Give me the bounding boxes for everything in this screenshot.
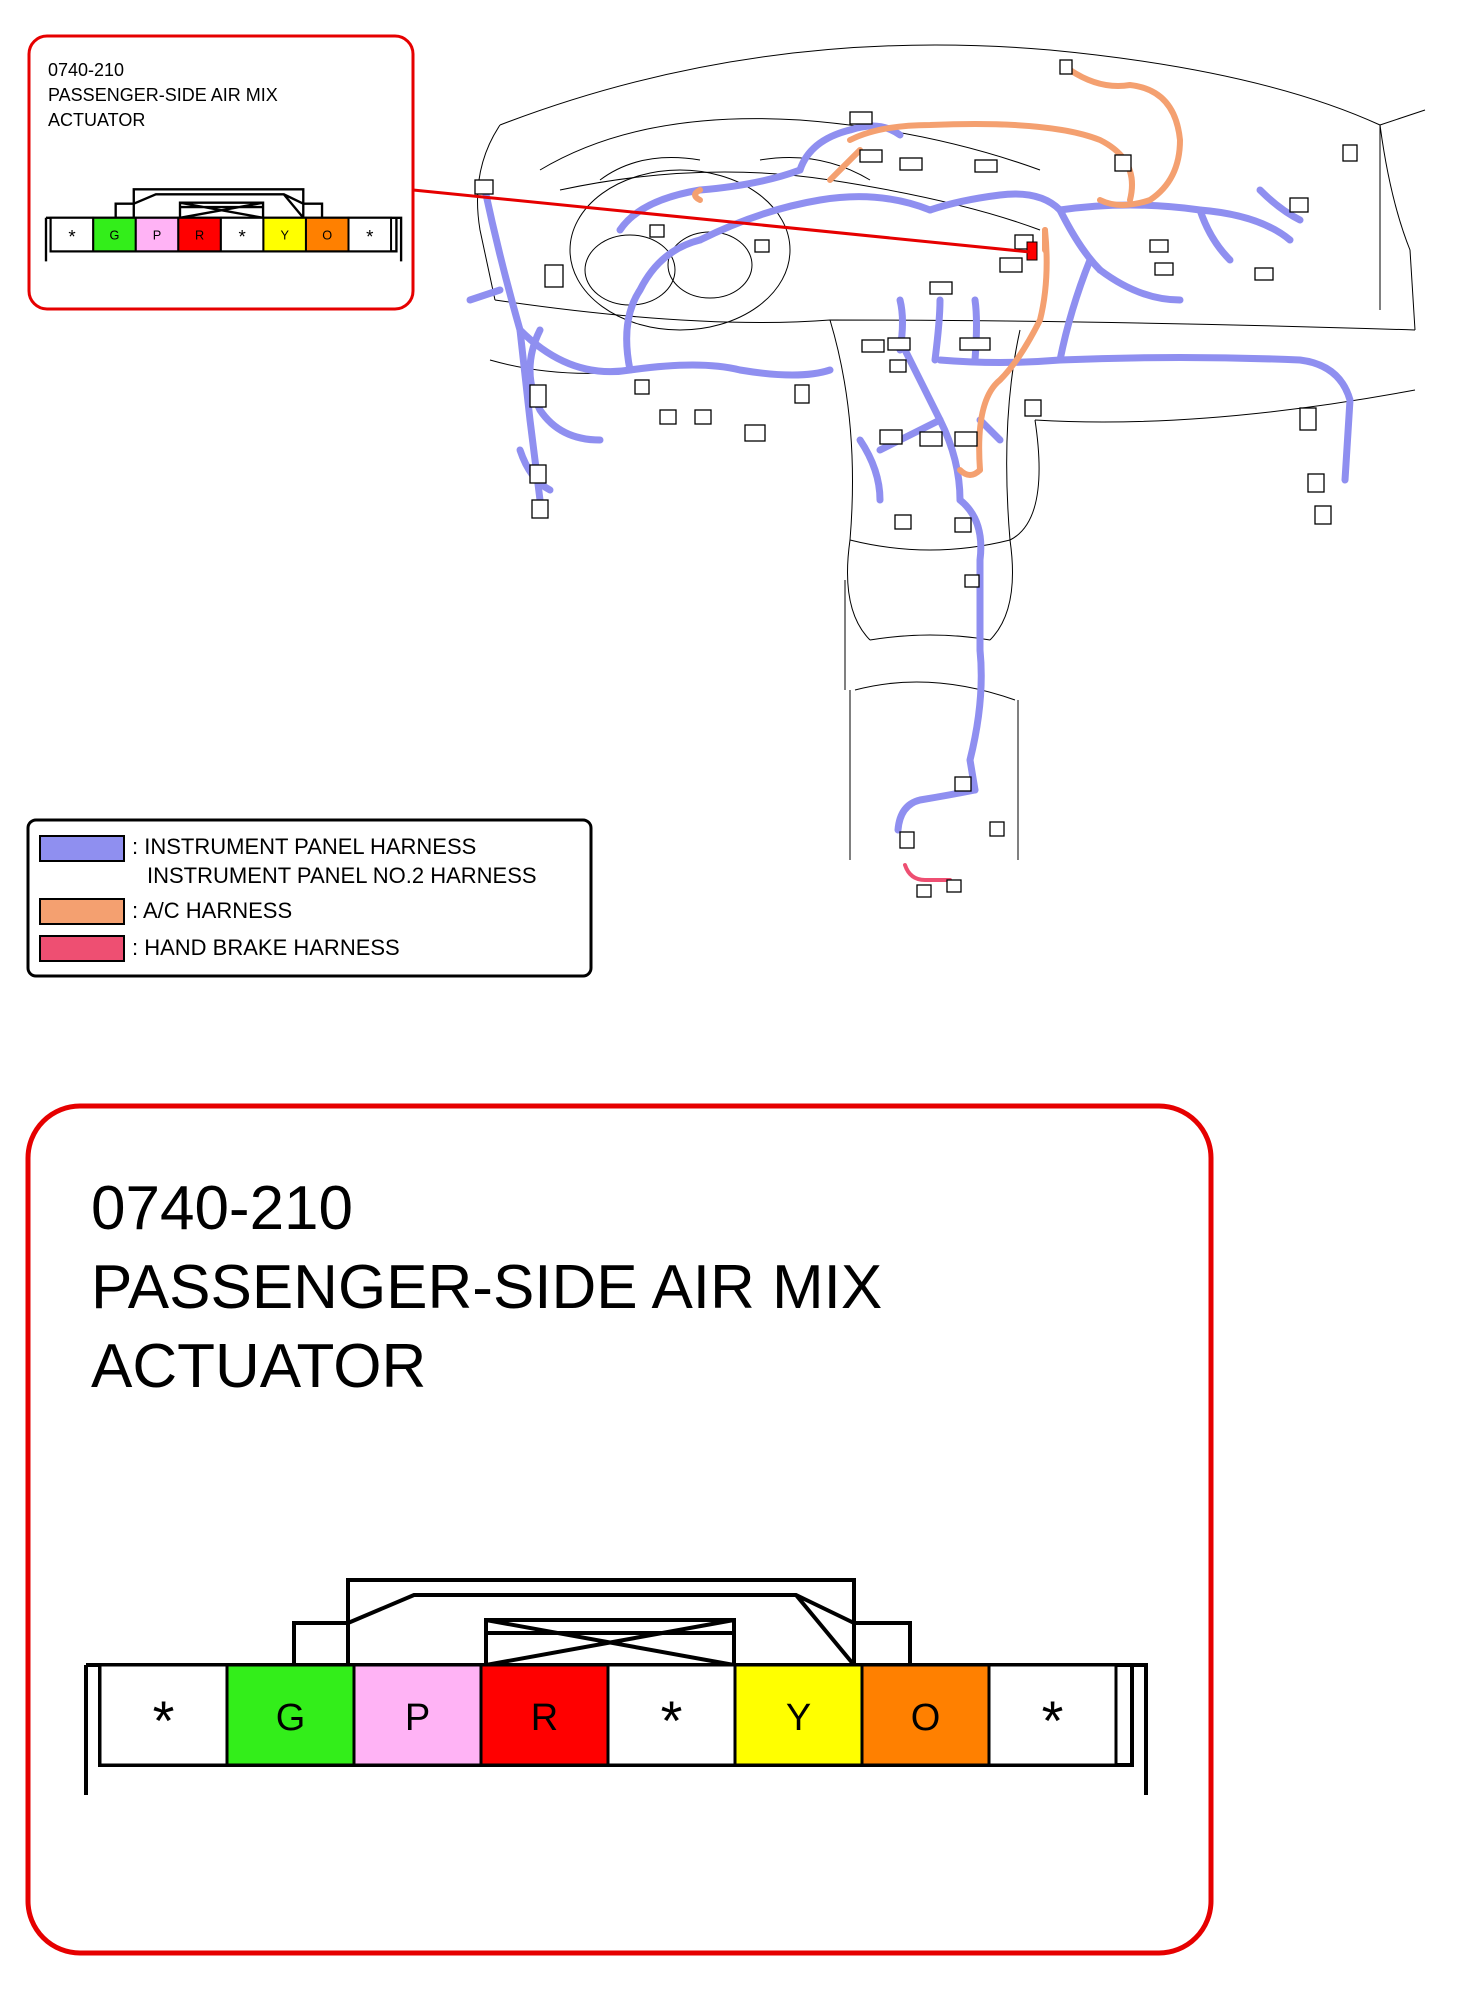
small-connector-pin-label-5: *: [238, 225, 246, 247]
large-connector-pin-label-6: Y: [785, 1697, 812, 1739]
small-connector-pin-label-1: *: [68, 225, 76, 247]
large-callout-code: 0740-210: [91, 1174, 354, 1243]
connector-blocks: [475, 60, 1357, 897]
legend-label-ac: : A/C HARNESS: [132, 898, 293, 923]
small-connector-pin-label-4: R: [195, 227, 205, 243]
large-connector-pin-label-7: O: [910, 1697, 941, 1739]
large-callout-title-line2: ACTUATOR: [91, 1332, 427, 1401]
instrument-panel-harness: [470, 126, 1350, 830]
legend: [28, 820, 591, 976]
large-connector-pin-label-3: P: [404, 1697, 431, 1739]
legend-swatch-ac: [40, 899, 124, 924]
large-connector-pin-label-4: R: [530, 1697, 559, 1739]
small-callout: [29, 36, 413, 309]
large-connector-pin-label-2: G: [275, 1697, 306, 1739]
large-connector-pin-label-5: *: [660, 1689, 683, 1752]
small-connector-pin-label-3: P: [152, 227, 162, 243]
legend-label-ip-line1: : INSTRUMENT PANEL HARNESS: [132, 834, 477, 859]
legend-label-hand-brake: : HAND BRAKE HARNESS: [132, 935, 400, 960]
large-connector-pin-label-1: *: [152, 1689, 175, 1752]
small-callout-title-line2: ACTUATOR: [48, 110, 146, 130]
small-connector-pin-label-6: Y: [280, 227, 289, 243]
legend-swatch-hand-brake: [40, 936, 124, 961]
legend-label-ip-line2: INSTRUMENT PANEL NO.2 HARNESS: [147, 863, 537, 888]
small-connector-pin-label-8: *: [366, 225, 374, 247]
hand-brake-harness: [905, 865, 950, 880]
small-connector-pin-label-7: O: [322, 227, 333, 243]
large-connector-pin-label-8: *: [1041, 1689, 1064, 1752]
small-callout-code: 0740-210: [48, 60, 125, 80]
large-callout: [28, 1106, 1211, 1953]
legend-swatch-ip: [40, 836, 124, 861]
small-connector-pin-label-2: G: [109, 227, 120, 243]
large-callout-title-line1: PASSENGER-SIDE AIR MIX: [91, 1253, 883, 1322]
small-callout-title-line1: PASSENGER-SIDE AIR MIX: [48, 85, 278, 105]
callout-leader-line: [413, 190, 1030, 252]
